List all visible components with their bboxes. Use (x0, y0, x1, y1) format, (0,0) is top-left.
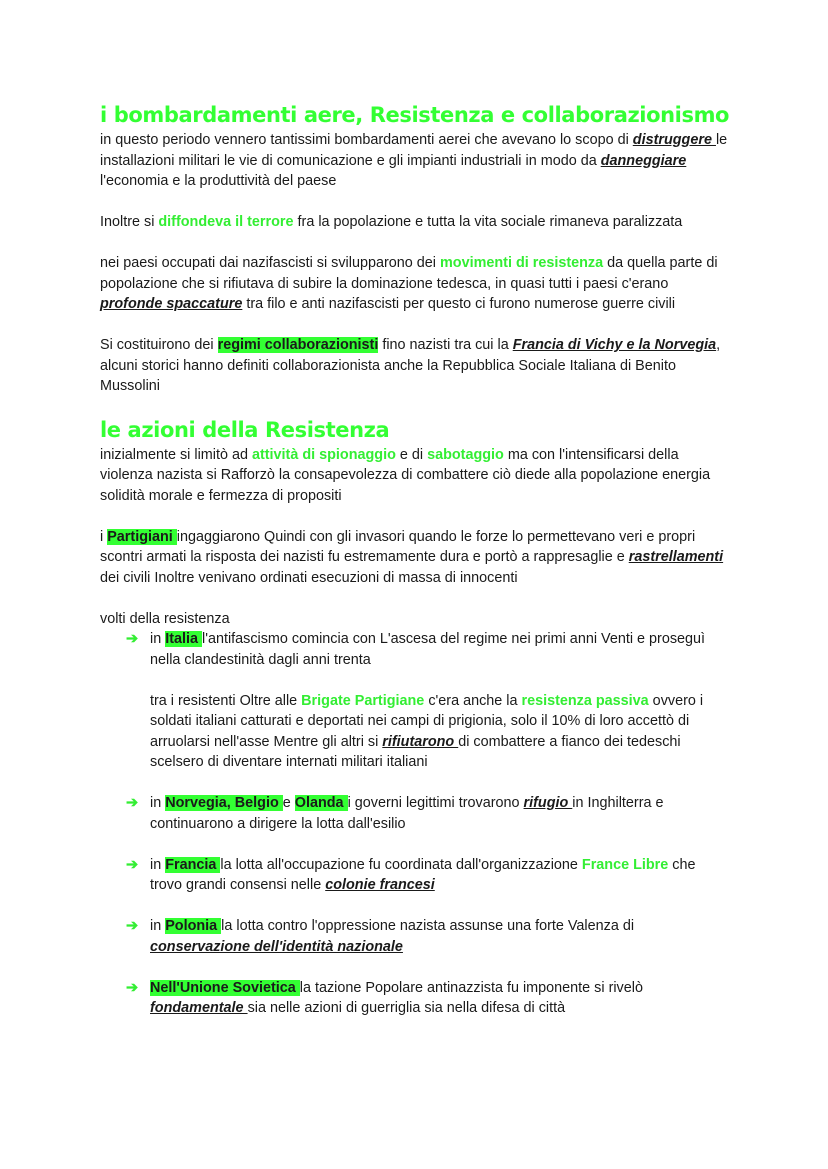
paragraph-terrore (100, 212, 730, 233)
list-item-norvegia (100, 793, 730, 834)
text: in Inghilterra e continuarono a dirigere la lotta dall'esilio (150, 795, 664, 832)
text: Inoltre si (100, 214, 159, 230)
text: la lotta all'occupazione fu coordinata dall'organizzazione (220, 856, 582, 873)
keyword-danneggiare: danneggiare (600, 152, 687, 169)
text: i (100, 528, 108, 545)
keyword-colonie-francesi: colonie francesi (325, 877, 435, 893)
paragraph-bombardamenti (100, 130, 730, 192)
list-item-text (150, 916, 730, 957)
keyword-regimi-collaborazionisti: regimi collaborazionisti (217, 337, 379, 353)
list-item-italia (100, 629, 730, 773)
text: , alcuni storici hanno definiti collaborazionista anche la Repubblica Sociale Italiana di Benito Mussolini (100, 337, 721, 394)
list-item-unione-sovietica (100, 978, 730, 1019)
text: in (150, 631, 166, 647)
keyword-spaccature: profonde spaccature (100, 296, 243, 312)
text: in questo periodo vennero tantissimi bombardamenti aerei che avevano lo scopo di (100, 132, 633, 148)
text: c'era anche la (424, 692, 522, 709)
keyword-vichy-norvegia: Francia di Vichy e la Norvegia (512, 337, 717, 353)
list-spacer (100, 896, 730, 917)
keyword-francia: Francia (165, 856, 221, 873)
keyword-spionaggio: attività di spionaggio (251, 446, 396, 463)
arrow-bullet-icon: ➔ (126, 631, 139, 647)
text: le installazioni militari le vie di comunicazione e gli impianti industriali in modo da (100, 132, 728, 169)
text: sia nelle azioni di guerriglia sia nella difesa di città (247, 1000, 566, 1016)
text: la lotta contro l'oppressione nazista assunse una forte Valenza di (221, 918, 635, 934)
keyword-brigate-partigiane: Brigate Partigiane (301, 692, 425, 709)
text: e di (395, 446, 428, 463)
text: dei civili Inoltre venivano ordinati esecuzioni di massa di innocenti (100, 569, 518, 586)
arrow-bullet-icon: ➔ (126, 918, 139, 934)
document-page (100, 100, 730, 1019)
section-title-bombardamenti: i bombardamenti aere, Resistenza e collaborazionismo (100, 103, 730, 127)
keyword-norvegia-belgio: Norvegia, Belgio (165, 795, 283, 811)
keyword-italia: Italia (165, 631, 202, 647)
paragraph-partigiani (100, 527, 730, 589)
keyword-polonia: Polonia (165, 918, 222, 934)
list-item-text (150, 691, 730, 773)
arrow-bullet-icon: ➔ (126, 856, 139, 873)
text: i governi legittimi trovarono (347, 795, 524, 811)
text: inizialmente si limitò ad (100, 446, 252, 463)
text: la tazione Popolare antinazzista fu imponente si rivelò (299, 979, 643, 996)
keyword-movimenti-resistenza: movimenti di resistenza (439, 255, 604, 271)
list-item-text (150, 629, 730, 670)
text: ingaggiarono Quindi con gli invasori quando le forze lo permettevano veri e propri scontri armati la risposta dei nazisti fu estremamente dura e portò a rappresaglie e (100, 528, 696, 565)
list-intro: volti della resistenza (100, 610, 230, 627)
text: Si costituirono dei (100, 337, 218, 353)
text: fino nazisti tra cui la (378, 337, 513, 353)
text: che trovo grandi consensi nelle (150, 856, 696, 893)
keyword-distruggere: distruggere (632, 132, 716, 148)
text: tra i resistenti Oltre alle (150, 692, 302, 709)
text: nei paesi occupati dai nazifascisti si svilupparono dei (100, 255, 440, 271)
arrow-bullet-icon: ➔ (126, 979, 139, 996)
arrow-bullet-icon: ➔ (126, 795, 139, 811)
keyword-fondamentale: fondamentale (150, 1000, 248, 1016)
text: e (282, 795, 295, 811)
list-item-text (150, 793, 730, 834)
keyword-rifugio: rifugio (523, 795, 573, 811)
text: ma con l'intensificarsi della violenza nazista si Rafforzò la consapevolezza di combattere ciò diede alla popolazione energia solidità morale e fermezza di propositi (100, 446, 711, 504)
text: da quella parte di popolazione che si rifiutava di subire la dominazione tedesca, in quasi tutti i paesi c'erano (100, 255, 718, 292)
text: fra la popolazione e tutta la vita sociale rimaneva paralizzata (293, 214, 683, 230)
list-spacer (100, 834, 730, 855)
list-item-text (150, 978, 730, 1019)
paragraph-resistenza (100, 253, 730, 315)
keyword-terrore: diffondeva il terrore (158, 214, 294, 230)
text: di combattere a fianco dei tedeschi scelsero di diventare internati militari italiani (150, 733, 681, 770)
list-item-text (150, 855, 730, 896)
text: l'antifascismo comincia con L'ascesa del regime nei primi anni Venti e proseguì nella clandestinità dagli anni trenta (150, 631, 706, 668)
keyword-partigiani: Partigiani (107, 528, 177, 545)
text: ovvero i soldati italiani catturati e deportati nei campi di prigionia, solo il 10% di loro accettò di arruolarsi nell'asse Mentre gli altri si (150, 692, 704, 750)
keyword-rifiutarono: rifiutarono (382, 733, 459, 750)
keyword-identita-nazionale: conservazione dell'identità nazionale (150, 938, 403, 955)
section-title-azioni: le azioni della Resistenza (100, 417, 390, 442)
keyword-unione-sovietica: Nell'Unione Sovietica (150, 979, 300, 996)
list-item-francia (100, 855, 730, 896)
keyword-france-libre: France Libre (581, 856, 669, 873)
keyword-rastrellamenti: rastrellamenti (628, 549, 724, 565)
list-spacer (100, 773, 730, 794)
text: in (150, 795, 166, 811)
text: in (150, 856, 166, 873)
list-spacer (100, 957, 730, 978)
text: in (150, 918, 166, 934)
volti-resistenza-list (100, 629, 730, 1019)
keyword-olanda: Olanda (294, 795, 348, 811)
keyword-resistenza-passiva: resistenza passiva (521, 692, 649, 709)
list-item-polonia (100, 916, 730, 957)
text: tra filo e anti nazifascisti per questo ci furono numerose guerre civili (242, 296, 676, 312)
paragraph-collaborazionisti (100, 335, 730, 397)
text: l'economia e la produttività del paese (100, 173, 337, 189)
keyword-sabotaggio: sabotaggio (427, 446, 504, 463)
paragraph-spionaggio (100, 445, 730, 507)
